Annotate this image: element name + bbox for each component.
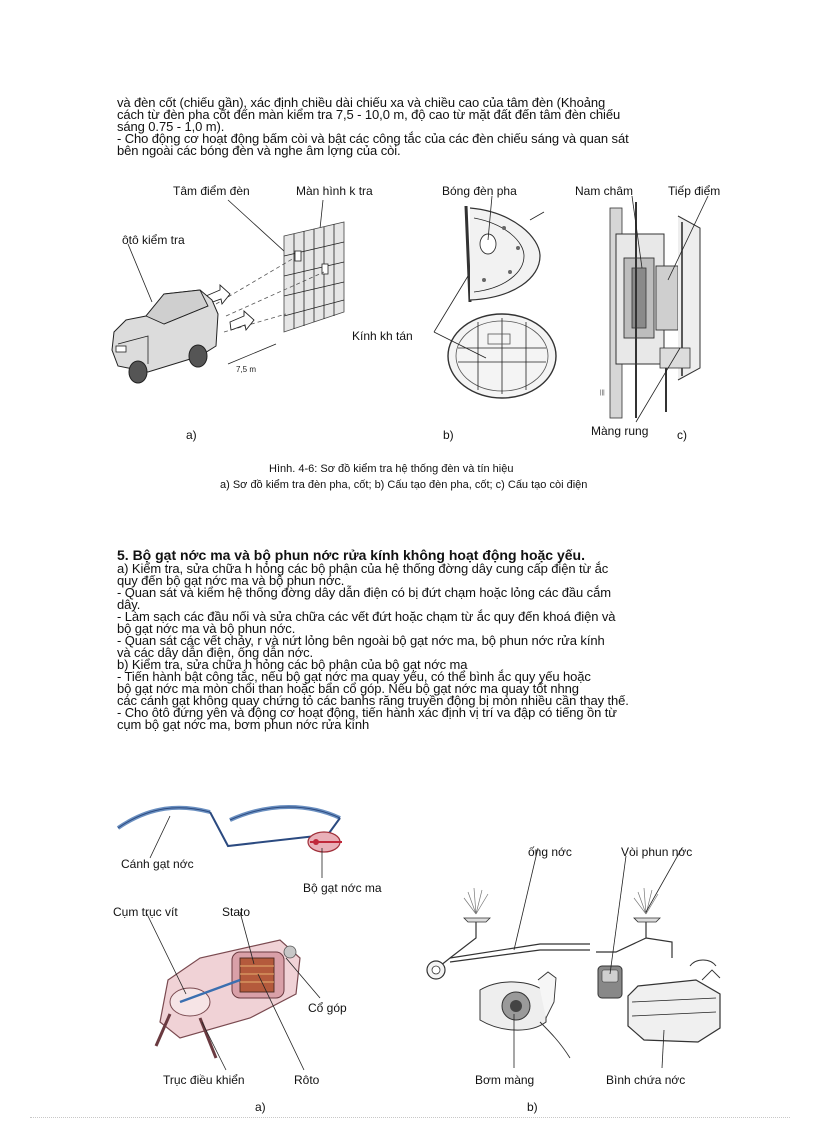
label-test-car: ôtô kiểm tra xyxy=(122,233,185,247)
label-bulb: Bóng đèn pha xyxy=(442,184,517,198)
test-screen xyxy=(284,222,344,332)
svg-text:|||: ||| xyxy=(600,390,605,396)
wiper-motor-small xyxy=(308,832,342,852)
diaphragm-pump xyxy=(480,972,570,1058)
intro-line: bên ngoài các bóng đèn và nghe âm lợng của còi. xyxy=(117,143,401,158)
horn-body xyxy=(600,202,700,418)
intro-paragraph xyxy=(117,97,629,157)
body-line: - Làm sạch các đầu nối và sửa chữa các vết đứt hoặc chạm từ ắc quy đến khoá điện và xyxy=(117,609,616,624)
label-nozzle: Vòi phun nớc xyxy=(621,845,693,859)
label-rotor: Rôto xyxy=(294,1073,320,1087)
panel-letter-c: c) xyxy=(677,428,687,442)
leader-line xyxy=(150,816,170,858)
label-commutator: Cổ góp xyxy=(308,1001,347,1015)
body-line: - Cho ôtô đứng yên và động cơ hoạt động, tiến hành xác định vị trí va đập có tiếng ồn từ xyxy=(117,705,617,720)
label-worm-gear: Cụm trục vít xyxy=(113,905,178,919)
distance-label: 7,5 m xyxy=(236,365,257,374)
headlight-lens-front-view xyxy=(448,314,556,398)
label-magnet: Nam châm xyxy=(575,184,634,198)
section-body xyxy=(117,563,629,731)
label-hose: ống nớc xyxy=(528,845,572,859)
leader-line xyxy=(610,856,626,974)
washer-system-drawing xyxy=(420,862,720,1062)
spray-nozzle-right xyxy=(634,888,660,922)
spray-nozzle-left xyxy=(464,888,490,922)
intro-line: - Cho động cơ hoạt động bấm còi và bật các công tắc của các đèn chiếu sáng và quan sát xyxy=(117,131,629,146)
label-contact: Tiếp điểm xyxy=(668,184,721,198)
body-line: bộ gạt nớc ma và bộ phun nớc. xyxy=(117,621,296,636)
panel-letter-a: a) xyxy=(255,1100,266,1114)
body-line: dây. xyxy=(117,597,141,612)
body-line: bộ gạt nớc ma mòn chổi than hoặc bẩn cổ góp. Nếu bộ gạt nớc ma quay tốt nhng xyxy=(117,681,579,696)
water-tank xyxy=(598,960,720,1042)
body-line: cụm bộ gạt nớc ma, bơm phun nớc rửa kính xyxy=(117,717,370,732)
leader-line xyxy=(434,276,468,332)
intro-line: và đèn cốt (chiếu gần), xác định chiều dài chiếu xa và chiều cao của tâm đèn (Khoảng xyxy=(117,95,606,110)
wiper-motor-body xyxy=(156,940,300,1058)
intro-line: cách từ đèn pha cốt đến màn kiểm tra 7,5 - 10,0 m, độ cao từ mặt đất đến tâm đèn chiếu xyxy=(117,107,621,122)
horn-construction-drawing xyxy=(596,198,716,418)
label-diaphragm: Màng rung xyxy=(591,424,649,438)
wiper-blade-right xyxy=(230,807,340,820)
body-line: quy đến bộ gạt nớc ma và bộ phun nớc. xyxy=(117,573,345,588)
page-bottom-rule xyxy=(30,1117,790,1118)
test-car-drawing xyxy=(112,290,218,383)
body-line: - Tiến hành bật công tắc, nếu bộ gạt nớc ma quay yếu, có thể bình ắc quy yếu hoặc xyxy=(117,669,591,684)
body-line: - Quan sát và kiểm hệ thống đờng dây dẫn điện có bị đứt chạm hoặc lỏng các đầu cắm xyxy=(117,585,611,600)
label-tank: Bình chứa nớc xyxy=(606,1073,686,1087)
figure1-caption-subtitle: a) Sơ đồ kiểm tra đèn pha, cốt; b) Cấu tạo đèn pha, cốt; c) Cấu tạo còi điện xyxy=(220,479,588,491)
label-wiper-blade: Cánh gạt nớc xyxy=(121,857,194,871)
label-diffuser: Kính kh tán xyxy=(352,329,413,343)
label-test-screen: Màn hình k tra xyxy=(296,184,373,198)
leader-line xyxy=(146,912,186,994)
panel-letter-b: b) xyxy=(443,428,454,442)
headlight-side-view xyxy=(466,206,544,302)
label-control-shaft: Trục điều khiển xyxy=(163,1073,245,1087)
figure1-caption-title: Hình. 4-6: Sơ đồ kiểm tra hệ thống đèn và tín hiệu xyxy=(269,463,514,475)
label-pump: Bơm màng xyxy=(475,1073,535,1087)
body-line: và các dây dẫn điện, ống dẫn nớc. xyxy=(117,645,314,660)
beam-arrow-icon xyxy=(230,311,254,330)
label-stator: Stato xyxy=(222,905,251,919)
section-heading: 5. Bộ gạt nớc ma và bộ phun nớc rửa kính không hoạt động hoặc yếu. xyxy=(117,547,585,563)
headlight-test-drawing xyxy=(108,196,368,426)
leader-line xyxy=(202,1022,226,1070)
wiper-blade-left xyxy=(118,808,210,828)
leader-line xyxy=(514,848,538,950)
body-line: a) Kiểm tra, sửa chữa h hỏng các bộ phận của hệ thống đờng dây cung cấp điện từ ắc xyxy=(117,561,609,576)
body-line: b) Kiểm tra, sửa chữa h hỏng các bộ phận của bộ gạt nớc ma xyxy=(117,657,468,672)
headlight-construction-drawing xyxy=(444,198,564,408)
label-headlight-center: Tâm điểm đèn xyxy=(173,184,250,198)
label-wiper: Bộ gạt nớc ma xyxy=(303,881,382,895)
body-line: các cánh gạt không quay chứng tỏ các banhs răng truyền động bị mòn nhiều cần thay thế. xyxy=(117,693,629,708)
panel-letter-b: b) xyxy=(527,1100,538,1114)
wiper-motor-cutaway-drawing xyxy=(140,918,340,1068)
intro-line: sáng 0.75 - 1,0 m). xyxy=(117,119,225,134)
panel-letter-a: a) xyxy=(186,428,197,442)
leader-line xyxy=(128,244,152,302)
body-line: - Quan sát các vết chảy, r và nứt lỏng bên ngoài bộ gạt nớc ma, bộ phun nớc rửa kính xyxy=(117,633,605,648)
